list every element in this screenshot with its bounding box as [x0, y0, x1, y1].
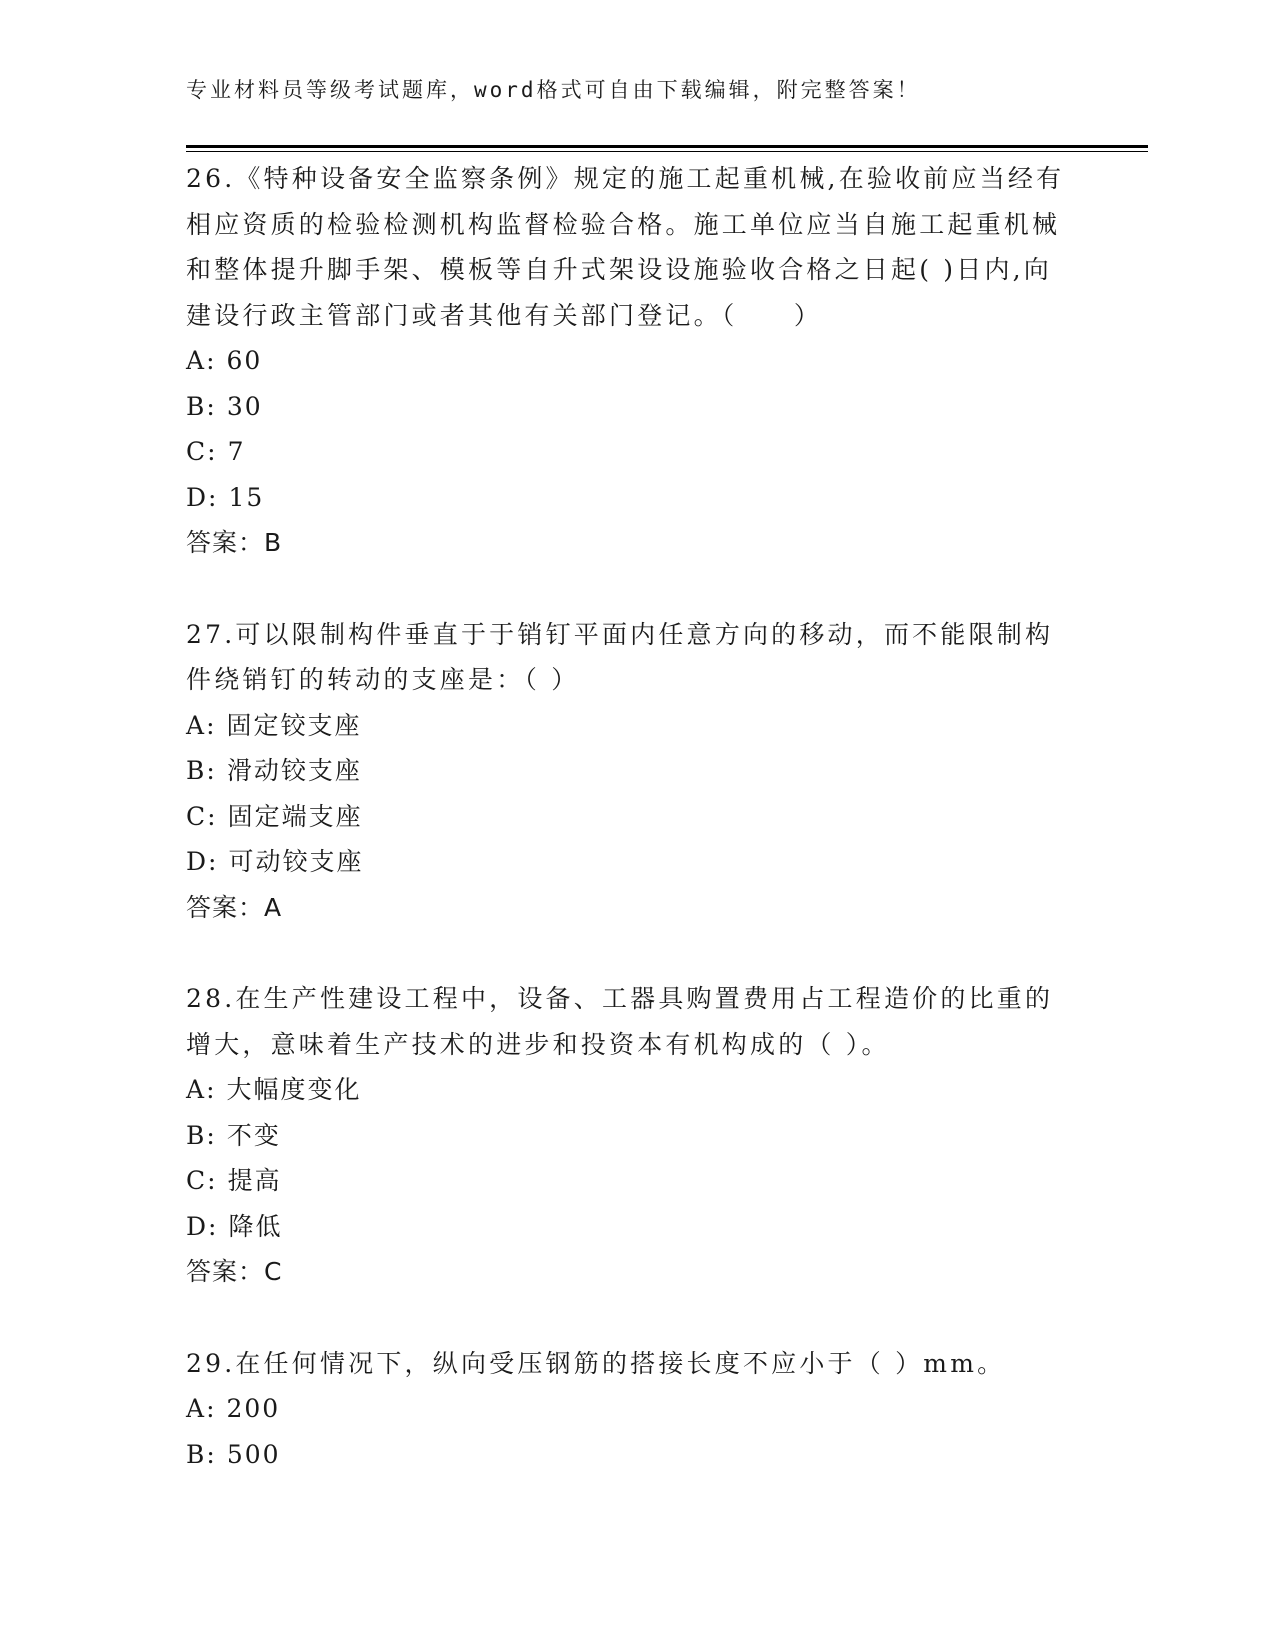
option-d: D: 可动铰支座 — [186, 847, 364, 876]
question-text: 28.在生产性建设工程中，设备、工器具购置费用占工程造价的比重的增大，意味着生产技术的进步和投资本有机构成的（ ）。 — [186, 984, 1054, 1059]
question-27 — [186, 612, 1066, 931]
answer: 答案：A — [186, 892, 283, 922]
option-a: A: 60 — [186, 346, 263, 375]
option-b: B: 滑动铰支座 — [186, 756, 362, 785]
option-c: C: 提高 — [186, 1166, 282, 1195]
option-b: B: 不变 — [186, 1120, 281, 1150]
question-text: 29.在任何情况下，纵向受压钢筋的搭接长度不应小于（ ）mm。 — [186, 1348, 1006, 1378]
header-rule-thin — [186, 151, 1148, 152]
question-26 — [186, 156, 1066, 566]
question-list — [186, 156, 1066, 1523]
option-a: A: 大幅度变化 — [186, 1075, 362, 1104]
option-d: D: 15 — [186, 482, 265, 512]
header-rule-thick — [186, 145, 1148, 148]
option-b: B: 30 — [186, 391, 263, 421]
option-b: B: 500 — [186, 1439, 281, 1469]
option-c: C: 7 — [186, 437, 246, 466]
option-a: A: 200 — [186, 1394, 281, 1423]
question-text: 26.《特种设备安全监察条例》规定的施工起重机械,在验收前应当经有相应资质的检验检测机构监督检验合格。施工单位应当自施工起重机械和整体提升脚手架、模板等自升式架设设施验收合格之日起( )日内,向建设行政主管部门或者其他有关部门登记。（ ） — [186, 164, 1065, 330]
answer: 答案：B — [186, 528, 283, 557]
option-d: D: 降低 — [186, 1211, 283, 1241]
page-header: 专业材料员等级考试题库，word格式可自由下载编辑，附完整答案！ — [186, 78, 921, 102]
question-text: 27.可以限制构件垂直于于销钉平面内任意方向的移动，而不能限制构件绕销钉的转动的支座是：（ ） — [186, 619, 1054, 694]
answer: 答案：C — [186, 1257, 283, 1286]
question-28 — [186, 976, 1066, 1295]
question-29 — [186, 1341, 1066, 1478]
option-a: A: 固定铰支座 — [186, 710, 362, 740]
option-c: C: 固定端支座 — [186, 801, 363, 831]
